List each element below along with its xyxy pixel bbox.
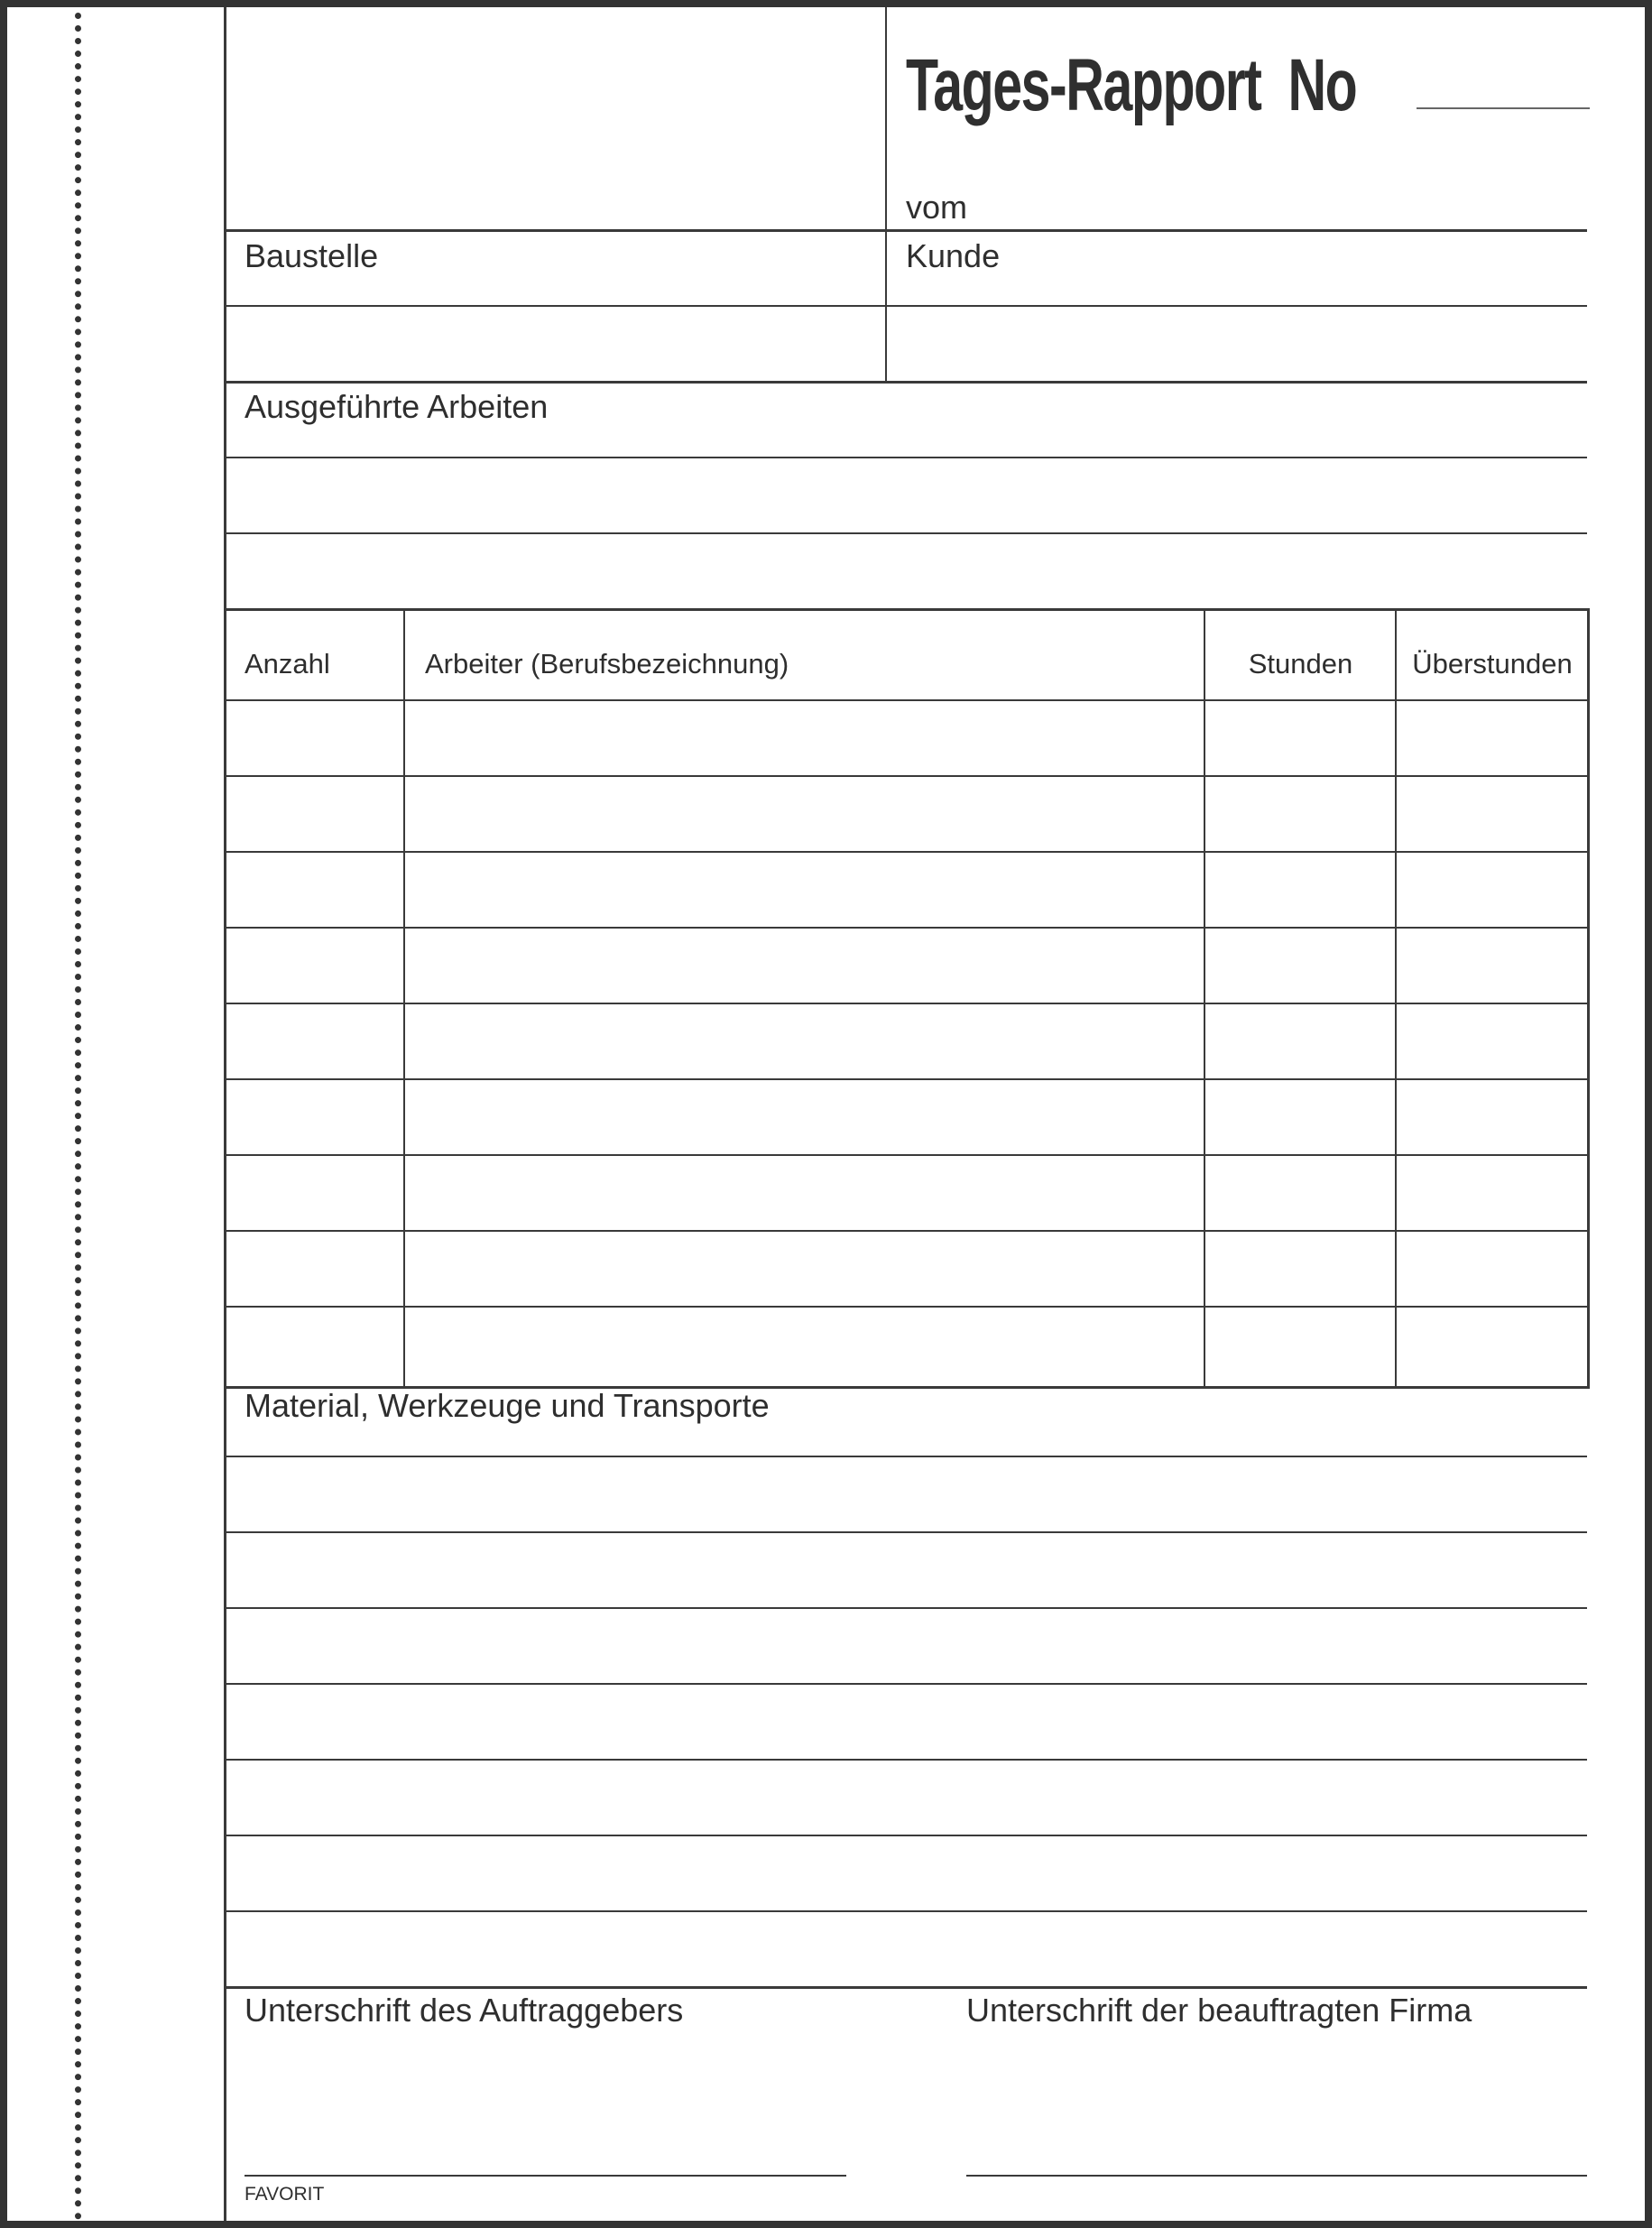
- table-row[interactable]: [226, 1233, 1587, 1305]
- table-row[interactable]: [226, 854, 1587, 926]
- number-field[interactable]: [1417, 61, 1590, 108]
- form-title: Tages-Rapport No: [906, 44, 1357, 126]
- table-row-rule: [224, 1230, 1587, 1232]
- signature-company-field[interactable]: [966, 2038, 1587, 2173]
- perforation-line: [75, 13, 81, 2221]
- material-field[interactable]: [226, 1428, 1587, 1983]
- brand-footer: FAVORIT: [245, 2184, 325, 2205]
- material-label: Material, Werkzeuge und Transporte: [245, 1387, 770, 1424]
- customer-label: Kunde: [906, 237, 1001, 274]
- table-row[interactable]: [226, 1157, 1587, 1229]
- header-divider: [885, 7, 887, 383]
- table-header-rule: [224, 699, 1587, 701]
- table-row-rule: [224, 1078, 1587, 1080]
- col-header-arbeiter: Arbeiter (Berufsbezeichnung): [425, 648, 789, 679]
- table-row-rule: [224, 927, 1587, 929]
- number-label: No: [1287, 44, 1357, 126]
- site-customer-line: [224, 305, 1587, 307]
- customer-field[interactable]: [888, 278, 1587, 381]
- site-label: Baustelle: [245, 237, 379, 274]
- table-row[interactable]: [226, 929, 1587, 1002]
- form-sheet: [7, 7, 1645, 2221]
- work-done-label: Ausgeführte Arbeiten: [245, 388, 549, 425]
- table-row-rule: [224, 1306, 1587, 1308]
- date-label: vom: [906, 189, 968, 226]
- table-row-rule: [224, 1003, 1587, 1004]
- table-row[interactable]: [226, 1005, 1587, 1077]
- col-header-anzahl: Anzahl: [245, 648, 330, 679]
- table-row[interactable]: [226, 778, 1587, 850]
- signature-client-label: Unterschrift des Auftraggebers: [245, 1992, 684, 2029]
- site-field[interactable]: [226, 278, 883, 381]
- date-field[interactable]: [973, 179, 1586, 229]
- signature-company-line: [966, 2175, 1587, 2177]
- col-header-ueberstunden: Überstunden: [1412, 648, 1573, 679]
- table-row[interactable]: [226, 1081, 1587, 1153]
- work-done-field[interactable]: [226, 428, 1587, 606]
- signature-client-line: [245, 2175, 846, 2177]
- signature-client-field[interactable]: [245, 2038, 846, 2173]
- work-done-top-rule: [224, 381, 1587, 384]
- signature-top-rule: [224, 1986, 1587, 1989]
- header-bottom-rule: [224, 229, 1587, 232]
- table-row[interactable]: [226, 702, 1587, 774]
- table-row-rule: [224, 775, 1587, 777]
- col-header-stunden: Stunden: [1248, 648, 1353, 679]
- table-row[interactable]: [226, 1308, 1587, 1381]
- table-row-rule: [224, 1154, 1587, 1156]
- signature-company-label: Unterschrift der beauftragten Firma: [966, 1992, 1472, 2029]
- table-row-rule: [224, 851, 1587, 853]
